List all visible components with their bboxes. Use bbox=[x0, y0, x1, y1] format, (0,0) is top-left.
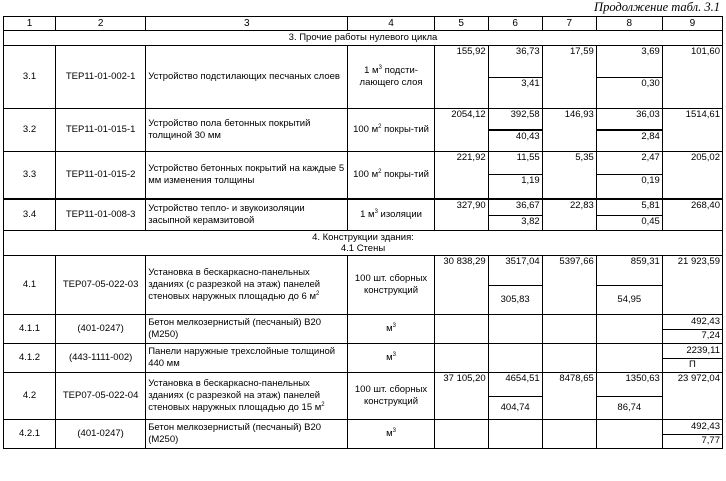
row-number: 3.1 bbox=[4, 46, 56, 109]
cell-c5: 327,90 bbox=[434, 199, 488, 231]
cell-c9b: П bbox=[662, 358, 722, 373]
row-code: ТЕР11-01-008-3 bbox=[56, 199, 146, 231]
header-row bbox=[4, 17, 723, 31]
col-header: 5 bbox=[434, 17, 488, 31]
row-name: Бетон мелкозернистый (песчаный) В20 (М250) bbox=[146, 315, 348, 344]
section-heading: 3. Прочие работы нулевого цикла bbox=[4, 31, 723, 46]
cell-c8b: 0,45 bbox=[596, 215, 662, 231]
cell-c9a: 492,43 bbox=[662, 315, 722, 330]
cell-c8b: 0,30 bbox=[596, 78, 662, 109]
cell-c6a: 4654,51 bbox=[488, 373, 542, 397]
row-unit: 1 $м^3$ изоляции bbox=[348, 199, 434, 231]
row-code: ТЕР11-01-015-1 bbox=[56, 109, 146, 152]
row-unit: 1 $м^3$ подсти-лающего слоя bbox=[348, 46, 434, 109]
row-code: ТЕР07-05-022-04 bbox=[56, 373, 146, 420]
row-name: Установка в бескаркасно-панельных зданиях (с разрезкой на этаж) панелей стеновых наружных площадью до 15 $м^2$ bbox=[146, 373, 348, 420]
cell-c6a: 3517,04 bbox=[488, 256, 542, 286]
cell-c5: 2054,12 bbox=[434, 109, 488, 152]
row-number: 3.4 bbox=[4, 199, 56, 231]
cell-c9: 23 972,04 bbox=[662, 373, 722, 420]
col-header: 1 bbox=[4, 17, 56, 31]
cell-c8b: 86,74 bbox=[596, 396, 662, 420]
cell-c9: 205,02 bbox=[662, 152, 722, 200]
col-header: 9 bbox=[662, 17, 722, 31]
table-row bbox=[4, 256, 723, 286]
col-header: 8 bbox=[596, 17, 662, 31]
cell-c6b: 404,74 bbox=[488, 396, 542, 420]
cell-c9: 21 923,59 bbox=[662, 256, 722, 315]
cell-c6b: 3,41 bbox=[488, 78, 542, 109]
col-header: 6 bbox=[488, 17, 542, 31]
row-name: Устройство пола бетонных покрытий толщиной 30 мм bbox=[146, 109, 348, 152]
table-row bbox=[4, 420, 723, 435]
table-row bbox=[4, 373, 723, 397]
cell-c6b: 3,82 bbox=[488, 215, 542, 231]
row-number: 4.1.2 bbox=[4, 344, 56, 373]
row-code: (443-1111-002) bbox=[56, 344, 146, 373]
cell-c7: 8478,65 bbox=[542, 373, 596, 420]
cell-c7: 22,83 bbox=[542, 199, 596, 231]
cell-c8a: 36,03 bbox=[596, 109, 662, 131]
row-code: (401-0247) bbox=[56, 315, 146, 344]
table-row bbox=[4, 199, 723, 215]
estimate-table bbox=[3, 16, 723, 449]
row-code: ТЕР11-01-015-2 bbox=[56, 152, 146, 200]
row-number: 4.2 bbox=[4, 373, 56, 420]
cell-c5: 30 838,29 bbox=[434, 256, 488, 315]
row-name: Установка в бескаркасно-панельных зданиях (с разрезкой на этаж) панелей стеновых наружных площадью до 6 $м^2$ bbox=[146, 256, 348, 315]
cell-c8a: 1350,63 bbox=[596, 373, 662, 397]
row-code: ТЕР07-05-022-03 bbox=[56, 256, 146, 315]
cell-c6a: 392,58 bbox=[488, 109, 542, 131]
cell-c7: 5,35 bbox=[542, 152, 596, 200]
cell-c8b: 2,84 bbox=[596, 130, 662, 152]
col-header: 7 bbox=[542, 17, 596, 31]
row-unit: 100 шт. сборных конструкций bbox=[348, 256, 434, 315]
cell-c5: 221,92 bbox=[434, 152, 488, 200]
cell-c6a: 11,55 bbox=[488, 152, 542, 175]
cell-c7: 5397,66 bbox=[542, 256, 596, 315]
table-row bbox=[4, 152, 723, 175]
cell-c9b: 7,24 bbox=[662, 329, 722, 344]
table-row bbox=[4, 109, 723, 131]
cell-c5: 37 105,20 bbox=[434, 373, 488, 420]
cell-c7: 146,93 bbox=[542, 109, 596, 152]
col-header: 2 bbox=[56, 17, 146, 31]
section-heading: 4. Конструкции здания: 4.1 Стены bbox=[4, 231, 723, 256]
cell-c6a: 36,67 bbox=[488, 199, 542, 215]
cell-c6a: 36,73 bbox=[488, 46, 542, 78]
cell-c9a: 2239,11 bbox=[662, 344, 722, 359]
cell-c8a: 859,31 bbox=[596, 256, 662, 286]
cell-c5: 155,92 bbox=[434, 46, 488, 109]
table-row bbox=[4, 46, 723, 78]
row-unit: $м^3$ bbox=[348, 420, 434, 449]
cell-c9: 1514,61 bbox=[662, 109, 722, 152]
row-number: 4.1.1 bbox=[4, 315, 56, 344]
cell-c8a: 2,47 bbox=[596, 152, 662, 175]
cell-c8a: 5,81 bbox=[596, 199, 662, 215]
row-code: ТЕР11-01-002-1 bbox=[56, 46, 146, 109]
row-unit: 100 $м^2$ покры-тий bbox=[348, 109, 434, 152]
cell-c6b: 40,43 bbox=[488, 130, 542, 152]
row-name: Бетон мелкозернистый (песчаный) В20 (М250) bbox=[146, 420, 348, 449]
cell-c9b: 7,77 bbox=[662, 434, 722, 449]
cell-c9: 101,60 bbox=[662, 46, 722, 109]
cell-c8b: 0,19 bbox=[596, 175, 662, 199]
cell-c6b: 305,83 bbox=[488, 285, 542, 315]
row-name: Устройство подстилающих песчаных слоев bbox=[146, 46, 348, 109]
row-number: 3.3 bbox=[4, 152, 56, 200]
cell-c9a: 492,43 bbox=[662, 420, 722, 435]
cell-c6b: 1,19 bbox=[488, 175, 542, 199]
cell-c9: 268,40 bbox=[662, 199, 722, 231]
row-name: Устройство бетонных покрытий на каждые 5 мм изменения толщины bbox=[146, 152, 348, 200]
row-number: 4.1 bbox=[4, 256, 56, 315]
row-number: 4.2.1 bbox=[4, 420, 56, 449]
table-row bbox=[4, 315, 723, 330]
row-unit: $м^3$ bbox=[348, 344, 434, 373]
row-unit: 100 $м^2$ покры-тий bbox=[348, 152, 434, 200]
col-header: 3 bbox=[146, 17, 348, 31]
table-row bbox=[4, 344, 723, 359]
cell-c8b: 54,95 bbox=[596, 285, 662, 315]
row-code: (401-0247) bbox=[56, 420, 146, 449]
cell-c8a: 3,69 bbox=[596, 46, 662, 78]
row-number: 3.2 bbox=[4, 109, 56, 152]
table-caption: Продолжение табл. 3.1 bbox=[594, 0, 720, 14]
row-unit: 100 шт. сборных конструкций bbox=[348, 373, 434, 420]
row-name: Панели наружные трехслойные толщиной 440 мм bbox=[146, 344, 348, 373]
row-name: Устройство тепло- и звукоизоляции засыпной керамзитовой bbox=[146, 199, 348, 231]
col-header: 4 bbox=[348, 17, 434, 31]
row-unit: $м^3$ bbox=[348, 315, 434, 344]
cell-c7: 17,59 bbox=[542, 46, 596, 109]
